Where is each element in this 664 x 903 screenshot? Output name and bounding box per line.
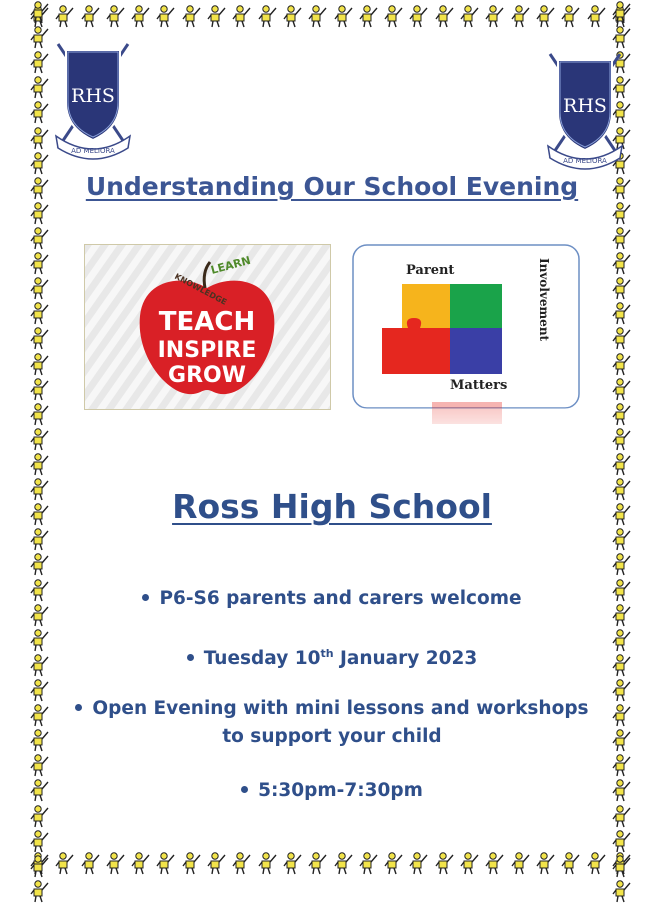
apple-word-grow: GROW: [168, 363, 246, 388]
border-figure-icon: [612, 0, 634, 24]
border-figure-icon: [536, 851, 558, 875]
border-figure-icon: [384, 4, 406, 28]
border-figure-icon: [30, 552, 52, 576]
border-figure-icon: [30, 75, 52, 99]
border-figure-icon: [156, 4, 178, 28]
border-figure-icon: [81, 851, 103, 875]
apple-graphic: [84, 244, 331, 410]
crest-initials: RHS: [563, 95, 607, 117]
border-figure-icon: [30, 226, 52, 250]
page-title: Understanding Our School Evening: [85, 172, 579, 201]
border-figure-icon: [612, 804, 634, 828]
border-figure-icon: [612, 226, 634, 250]
border-figure-icon: [460, 851, 482, 875]
border-figure-icon: [30, 527, 52, 551]
border-figure-icon: [30, 25, 52, 49]
border-figure-icon: [30, 50, 52, 74]
border-top: [30, 4, 634, 30]
border-figure-icon: [283, 851, 305, 875]
border-figure-icon: [435, 851, 457, 875]
border-figure-icon: [511, 851, 533, 875]
border-figure-icon: [587, 4, 609, 28]
puzzle-word-parent: Parent: [406, 263, 455, 278]
border-figure-icon: [587, 851, 609, 875]
border-figure-icon: [409, 851, 431, 875]
border-figure-icon: [308, 851, 330, 875]
border-figure-icon: [182, 4, 204, 28]
border-figure-icon: [612, 301, 634, 325]
border-figure-icon: [359, 851, 381, 875]
bullet-icon: [75, 704, 82, 711]
border-figure-icon: [561, 4, 583, 28]
border-figure-icon: [30, 251, 52, 275]
border-figure-icon: [612, 829, 634, 853]
apple-word-knowledge: KNOWLEDGE: [173, 271, 229, 307]
border-figure-icon: [30, 0, 52, 24]
border-figure-icon: [334, 851, 356, 875]
border-figure-icon: [131, 851, 153, 875]
border-figure-icon: [30, 753, 52, 777]
border-figure-icon: [131, 4, 153, 28]
border-figure-icon: [30, 804, 52, 828]
apple-word-teach: TEACH: [158, 307, 256, 337]
border-figure-icon: [612, 402, 634, 426]
puzzle-graphic: [352, 244, 580, 444]
border-figure-icon: [30, 377, 52, 401]
border-figure-icon: [30, 352, 52, 376]
border-figure-icon: [156, 851, 178, 875]
border-figure-icon: [30, 879, 52, 903]
border-figure-icon: [612, 276, 634, 300]
border-figure-icon: [359, 4, 381, 28]
school-name: Ross High School: [172, 487, 492, 526]
border-figure-icon: [30, 301, 52, 325]
puzzle-word-matters: Matters: [450, 378, 508, 393]
crest-motto: AD MELIORA: [563, 157, 607, 165]
detail-time-text: 5:30pm-7:30pm: [258, 780, 423, 801]
border-figure-icon: [232, 4, 254, 28]
border-figure-icon: [55, 851, 77, 875]
border-figure-icon: [384, 851, 406, 875]
bullet-icon: [241, 786, 248, 793]
apple-word-inspire: INSPIRE: [157, 338, 257, 363]
border-figure-icon: [612, 452, 634, 476]
puzzle-word-involvement: Involvement: [537, 258, 551, 342]
border-figure-icon: [435, 4, 457, 28]
border-figure-icon: [258, 851, 280, 875]
school-crest-left: [52, 40, 134, 160]
border-figure-icon: [207, 851, 229, 875]
detail-date-suffix: th: [320, 647, 334, 660]
border-figure-icon: [30, 126, 52, 150]
border-figure-icon: [30, 276, 52, 300]
border-figure-icon: [511, 4, 533, 28]
border-figure-icon: [409, 4, 431, 28]
border-figure-icon: [283, 4, 305, 28]
border-figure-icon: [612, 879, 634, 903]
apple-word-learn: LEARN: [209, 253, 253, 277]
detail-event-line1: Open Evening with mini lessons and workshops: [92, 698, 589, 719]
border-figure-icon: [334, 4, 356, 28]
border-figure-icon: [612, 25, 634, 49]
border-figure-icon: [612, 352, 634, 376]
detail-time: [0, 777, 664, 805]
border-figure-icon: [485, 4, 507, 28]
detail-audience-text: P6-S6 parents and carers welcome: [159, 588, 522, 609]
border-figure-icon: [612, 527, 634, 551]
crest-motto: AD MELIORA: [71, 147, 115, 155]
border-figure-icon: [30, 829, 52, 853]
detail-event-line2: to support your child: [222, 726, 442, 747]
border-figure-icon: [55, 4, 77, 28]
detail-event: [0, 695, 664, 751]
border-figure-icon: [612, 377, 634, 401]
detail-date-rest: January 2023: [333, 648, 478, 670]
border-figure-icon: [81, 4, 103, 28]
border-figure-icon: [612, 251, 634, 275]
border-figure-icon: [232, 851, 254, 875]
border-figure-icon: [485, 851, 507, 875]
border-figure-icon: [30, 854, 52, 878]
border-figure-icon: [182, 851, 204, 875]
border-figure-icon: [612, 201, 634, 225]
crest-initials: RHS: [71, 85, 115, 107]
detail-date: [0, 640, 664, 673]
border-figure-icon: [460, 4, 482, 28]
school-crest-right: [544, 50, 626, 170]
border-figure-icon: [30, 427, 52, 451]
border-figure-icon: [258, 4, 280, 28]
border-figure-icon: [612, 753, 634, 777]
border-figure-icon: [30, 326, 52, 350]
border-figure-icon: [30, 402, 52, 426]
border-figure-icon: [106, 851, 128, 875]
border-figure-icon: [536, 4, 558, 28]
detail-audience: [0, 585, 664, 613]
border-figure-icon: [30, 452, 52, 476]
detail-date-prefix: Tuesday 10: [203, 648, 321, 670]
border-figure-icon: [30, 100, 52, 124]
border-figure-icon: [30, 201, 52, 225]
border-figure-icon: [308, 4, 330, 28]
bullet-icon: [142, 594, 149, 601]
border-figure-icon: [612, 552, 634, 576]
border-figure-icon: [612, 427, 634, 451]
border-figure-icon: [106, 4, 128, 28]
border-figure-icon: [207, 4, 229, 28]
border-bottom: [30, 851, 634, 877]
bullet-icon: [187, 654, 194, 661]
border-figure-icon: [561, 851, 583, 875]
border-figure-icon: [612, 326, 634, 350]
border-figure-icon: [612, 854, 634, 878]
